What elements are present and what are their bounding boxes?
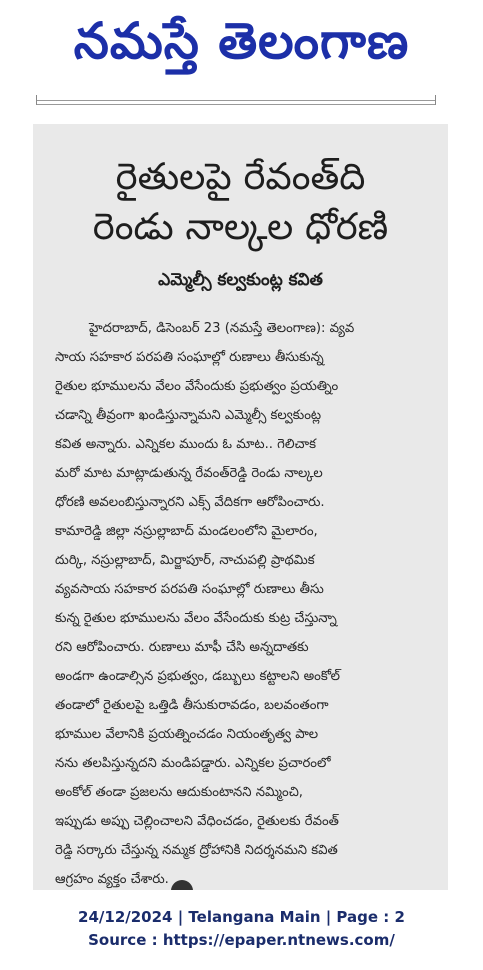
newspaper-title: నమస్తే తెలంగాణ <box>73 12 410 70</box>
article-line: దుర్కి, నస్రుల్లాబాద్, మిర్జాపూర్, నాచుపల్లి ప్రాథమిక <box>55 553 315 568</box>
article-line: అంకోల్ తండా ప్రజలను ఆదుకుంటానని నమ్మించి, <box>55 785 303 800</box>
article-line: రెడ్డి సర్కారు చేస్తున్న నమ్మక ద్రోహానికి నిదర్శనమని కవిత <box>55 843 338 858</box>
article-line: హైదరాబాద్, డిసెంబర్ 23 (నమస్తే తెలంగాణ): వ్యవ <box>89 321 355 336</box>
article-body <box>55 314 431 890</box>
article-line: ఆగ్రహం వ్యక్తం చేశారు. <box>55 872 169 887</box>
article-line: భూముల వేలానికి ప్రయత్నించడం నియంతృత్వ పాల <box>55 727 319 742</box>
article-line: రని ఆరోపించారు. రుణాలు మాఫీ చేసి అన్నదాతకు <box>55 640 309 655</box>
article-line: అండగా ఉండాల్సిన ప్రభుత్వం, డబ్బులు కట్టాలని అంకోల్ <box>55 669 340 684</box>
headline-line-2: రెండు నాల్కల ధోరణి <box>92 205 389 248</box>
article-line: కున్న రైతుల భూములను వేలం వేసేందుకు కుట్ర చేస్తున్నా <box>55 611 337 626</box>
masthead <box>0 0 483 82</box>
article-line: సాయ సహకార పరపతి సంఘాల్లో రుణాలు తీసుకున్న <box>55 350 324 365</box>
byline: ఎమ్మెల్సీ కల్వకుంట్ల కవిత <box>158 270 323 290</box>
article-line: కవిత అన్నారు. ఎన్నికల ముందు ఓ మాట.. గెలిచాక <box>55 437 317 452</box>
article-line: నను తలపిస్తున్నదని మండిపడ్డారు. ఎన్నికల ప్రచారంలో <box>55 756 331 771</box>
article-line: ధోరణి అవలంబిస్తున్నారని ఎక్స్ వేదికగా ఆరోపించారు. <box>55 495 325 510</box>
article-line: తండాలో రైతులపై ఒత్తిడి తీసుకురావడం, బలవంతంగా <box>55 698 329 713</box>
article-line: వ్యవసాయ సహకార పరపతి సంఘాల్లో రుణాలు తీసు <box>55 582 324 597</box>
headline-line-1: రైతులపై రేవంత్‌ది <box>115 155 366 198</box>
news-clipping <box>33 124 448 890</box>
footer-source: Source : https://epaper.ntnews.com/ <box>88 931 395 949</box>
article-line: రైతుల భూములను వేలం వేసేందుకు ప్రభుత్వం ప్రయత్నిం <box>55 379 339 394</box>
masthead-divider <box>36 100 436 105</box>
article-line: కామారెడ్డి జిల్లా నస్రుల్లాబాద్ మండలంలోని మైలారం, <box>55 524 318 539</box>
footer-date-edition: 24/12/2024 | Telangana Main | Page : 2 <box>78 908 405 926</box>
article-line: మరో మాట మాట్లాడుతున్న రేవంత్‌రెడ్డి రెండు నాల్కల <box>55 466 323 481</box>
article-line: ఇప్పుడు అప్పు చెల్లించాలని వేధించడం, రైతులకు రేవంత్ <box>55 814 339 829</box>
article-line: చడాన్ని తీవ్రంగా ఖండిస్తున్నామని ఎమ్మెల్సీ కల్వకుంట్ల <box>55 408 322 423</box>
